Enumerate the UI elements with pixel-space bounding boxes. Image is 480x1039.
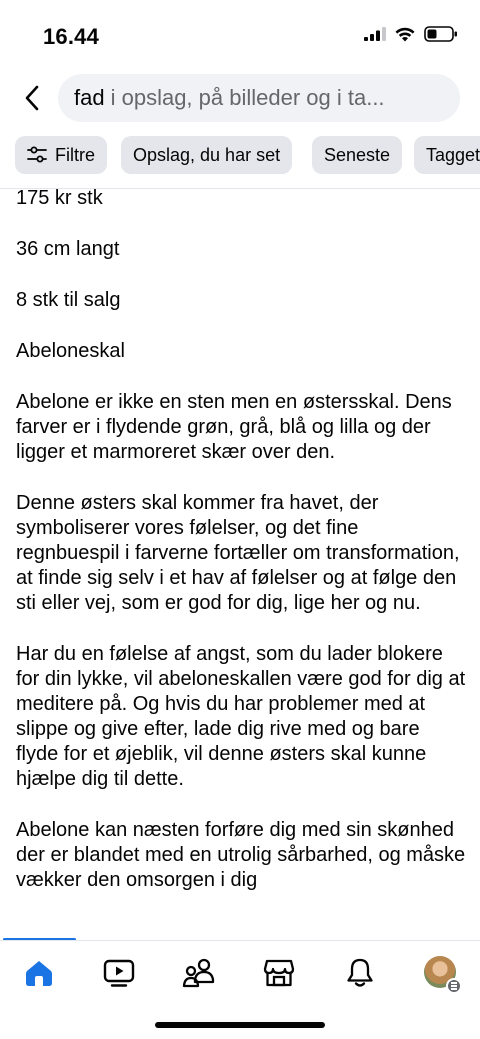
chevron-left-icon (24, 85, 40, 111)
post-paragraph: 36 cm langt (16, 238, 120, 260)
search-row (0, 72, 480, 124)
bottom-tab-bar (0, 941, 480, 1005)
status-icons (364, 26, 458, 42)
sliders-icon (27, 146, 47, 164)
cellular-signal-icon (364, 27, 386, 41)
battery-icon (424, 26, 458, 42)
tab-notifications[interactable] (340, 953, 380, 993)
post-paragraph: 8 stk til salg (16, 289, 121, 311)
filter-button[interactable] (15, 136, 107, 174)
chip-seen-posts[interactable]: Opslag, du har set (121, 136, 292, 174)
post-paragraph: Denne østers skal kommer fra havet, der symboliserer vores følelser, og det fine regnbuespil i farverne fortæller om transformation, at finde sig selv i et hav af følelser og at følge den sti eller vej, som er god for dig, lige her og nu. (16, 492, 460, 614)
marketplace-icon (263, 958, 295, 988)
status-bar (0, 0, 480, 70)
post-paragraph: Abelone er ikke en sten men en østersskal. Dens farver er i flydende grøn, grå, blå og lilla og der ligger et marmoreret skær over den. (16, 391, 452, 463)
friends-icon (182, 958, 216, 988)
menu-badge-icon (446, 978, 462, 994)
back-button[interactable] (14, 80, 50, 116)
post-paragraph: Har du en følelse af angst, som du lader blokere for din lykke, vil abeloneskallen være god for dig at meditere på. Og hvis du har problemer med at slippe og give efter, lade dig rive med og bare flyde for et øjeblik, vil denne østers skal kunne hjælpe dig til dette. (16, 643, 466, 790)
notifications-icon (346, 958, 374, 988)
tab-marketplace[interactable] (259, 953, 299, 993)
filter-label: Filtre (55, 144, 95, 165)
post-paragraph: Abeloneskal (16, 340, 125, 362)
chip-latest[interactable]: Seneste (312, 136, 402, 174)
filter-chips (0, 134, 480, 176)
tab-friends[interactable] (179, 953, 219, 993)
status-time: 16.44 (43, 24, 100, 49)
video-icon (103, 958, 135, 988)
chip-tagged[interactable]: Tagget (414, 136, 480, 174)
profile-avatar[interactable] (424, 956, 456, 988)
search-query: fad (74, 85, 105, 110)
post-paragraph: 175 kr stk (16, 187, 103, 209)
post-text (16, 186, 466, 942)
home-indicator (155, 1022, 325, 1028)
search-placeholder: i opslag, på billeder og i ta... (110, 85, 385, 110)
tab-home[interactable] (19, 953, 59, 993)
search-input[interactable] (58, 74, 460, 122)
post-paragraph: Abelone kan næsten forføre dig med sin skønhed der er blandet med en utrolig sårbarhed, og måske vækker den omsorgen i dig (16, 819, 466, 891)
tab-video[interactable] (99, 953, 139, 993)
wifi-icon (394, 26, 416, 42)
home-icon (24, 958, 54, 988)
